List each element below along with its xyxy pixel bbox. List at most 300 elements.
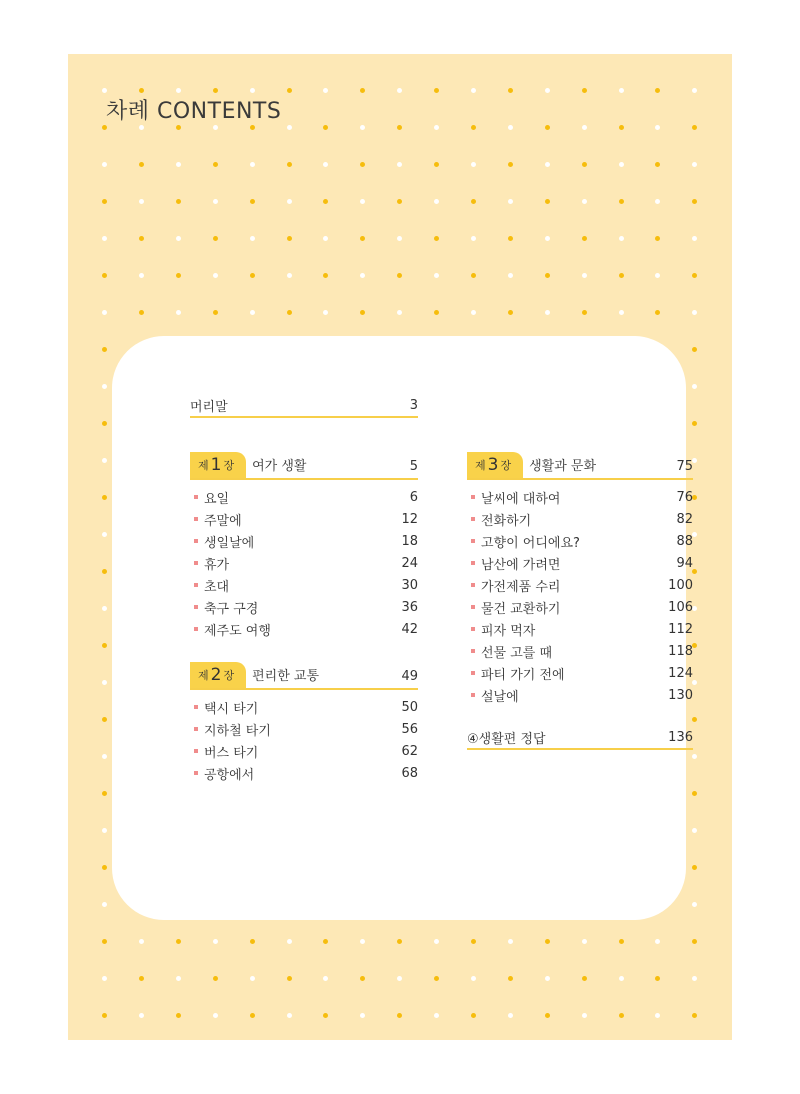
toc-entry-title (467, 488, 560, 507)
decorative-dot (102, 902, 107, 907)
decorative-dot (692, 828, 697, 833)
decorative-dot (692, 236, 697, 241)
toc-entry-label: 파티 가기 전에 (481, 667, 565, 683)
decorative-dot (692, 976, 697, 981)
toc-entry-title (190, 554, 229, 573)
toc-entry-page: 106 (668, 599, 693, 615)
toc-entry-label: 주말에 (204, 513, 242, 529)
decorative-dot (545, 273, 550, 278)
decorative-dot (360, 162, 365, 167)
square-bullet-icon (194, 539, 198, 543)
square-bullet-icon (471, 671, 475, 675)
square-bullet-icon (194, 627, 198, 631)
decorative-dot (213, 273, 218, 278)
chapter-1-items (190, 486, 418, 640)
decorative-dot (692, 273, 697, 278)
decorative-dot (139, 310, 144, 315)
decorative-dot (176, 1013, 181, 1018)
toc-entry[interactable] (190, 740, 418, 762)
decorative-dot (471, 199, 476, 204)
chapter-1-page: 5 (409, 459, 418, 474)
toc-entry-label: 피자 먹자 (481, 623, 536, 639)
toc-entry-page: 12 (401, 511, 418, 527)
decorative-dot (323, 273, 328, 278)
decorative-dot (655, 199, 660, 204)
decorative-dot (323, 162, 328, 167)
toc-entry[interactable] (190, 718, 418, 740)
toc-entry[interactable] (467, 596, 693, 618)
square-bullet-icon (471, 605, 475, 609)
chapter-1 (190, 450, 418, 640)
toc-entry[interactable] (190, 762, 418, 784)
decorative-dot (582, 1013, 587, 1018)
toc-entry-label: 생일날에 (204, 535, 255, 551)
toc-entry[interactable] (467, 486, 693, 508)
square-bullet-icon (471, 583, 475, 587)
decorative-dot (692, 310, 697, 315)
decorative-dot (102, 1013, 107, 1018)
toc-entry[interactable] (467, 552, 693, 574)
decorative-dot (360, 1013, 365, 1018)
decorative-dot (176, 199, 181, 204)
square-bullet-icon (194, 583, 198, 587)
square-bullet-icon (194, 705, 198, 709)
decorative-dot (655, 939, 660, 944)
toc-entry[interactable] (467, 508, 693, 530)
toc-entry-title (467, 664, 565, 683)
chapter-3-title: 생활과 문화 (529, 459, 597, 474)
decorative-dot (360, 88, 365, 93)
decorative-dot (434, 310, 439, 315)
toc-entry[interactable] (467, 618, 693, 640)
decorative-dot (287, 939, 292, 944)
decorative-dot (176, 976, 181, 981)
toc-entry[interactable] (190, 552, 418, 574)
toc-entry[interactable] (467, 684, 693, 706)
decorative-dot (692, 199, 697, 204)
toc-entry-title (190, 620, 271, 639)
decorative-dot (360, 125, 365, 130)
toc-entry-page: 124 (668, 665, 693, 681)
decorative-dot (360, 199, 365, 204)
toc-entry[interactable] (467, 574, 693, 596)
decorative-dot (471, 976, 476, 981)
decorative-dot (508, 88, 513, 93)
decorative-dot (434, 162, 439, 167)
square-bullet-icon (471, 539, 475, 543)
preface-label: 머리말 (190, 399, 228, 415)
decorative-dot (397, 199, 402, 204)
decorative-dot (397, 125, 402, 130)
toc-entry-label: 전화하기 (481, 513, 532, 529)
decorative-dot (397, 236, 402, 241)
decorative-dot (250, 310, 255, 315)
decorative-dot (692, 1013, 697, 1018)
contents-page (68, 54, 732, 1040)
decorative-dot (323, 310, 328, 315)
toc-entry-page: 68 (401, 765, 418, 781)
decorative-dot (434, 236, 439, 241)
decorative-dot (692, 717, 697, 722)
decorative-dot (250, 273, 255, 278)
decorative-dot (287, 162, 292, 167)
toc-entry-label: 초대 (204, 579, 230, 595)
decorative-dot (287, 88, 292, 93)
toc-entry-page: 6 (409, 489, 418, 505)
decorative-dot (139, 939, 144, 944)
decorative-dot (360, 310, 365, 315)
preface-page: 3 (409, 397, 418, 413)
decorative-dot (397, 162, 402, 167)
decorative-dot (619, 199, 624, 204)
toc-entry-page: 76 (676, 489, 693, 505)
decorative-dot (471, 273, 476, 278)
toc-entry-page: 62 (401, 743, 418, 759)
decorative-dot (176, 310, 181, 315)
decorative-dot (545, 236, 550, 241)
decorative-dot (582, 976, 587, 981)
toc-entry-label: 공항에서 (204, 767, 255, 783)
decorative-dot (102, 199, 107, 204)
decorative-dot (102, 125, 107, 130)
toc-entry[interactable] (467, 530, 693, 552)
chapter-2-title: 편리한 교통 (252, 669, 320, 684)
chapter-3-tab (467, 452, 523, 478)
chapter-2-items (190, 696, 418, 784)
square-bullet-icon (471, 517, 475, 521)
toc-entry-label: 고향이 어디에요? (481, 535, 580, 551)
toc-entry-title (190, 488, 229, 507)
decorative-dot (582, 236, 587, 241)
decorative-dot (102, 162, 107, 167)
chapter-2-header[interactable] (190, 660, 418, 690)
toc-entry-title (467, 532, 580, 551)
decorative-dot (250, 236, 255, 241)
decorative-dot (582, 273, 587, 278)
answers-page: 136 (668, 729, 693, 745)
toc-entry-title (190, 720, 271, 739)
chapter-2-suffix: 장 (223, 669, 235, 682)
decorative-dot (287, 273, 292, 278)
decorative-dot (692, 347, 697, 352)
decorative-dot (102, 532, 107, 537)
decorative-dot (176, 125, 181, 130)
decorative-dot (471, 939, 476, 944)
decorative-dot (692, 421, 697, 426)
decorative-dot (102, 569, 107, 574)
decorative-dot (619, 976, 624, 981)
decorative-dot (323, 976, 328, 981)
decorative-dot (545, 88, 550, 93)
decorative-dot (323, 125, 328, 130)
decorative-dot (139, 88, 144, 93)
toc-entry-title (190, 532, 254, 551)
decorative-dot (582, 88, 587, 93)
decorative-dot (213, 939, 218, 944)
toc-entry-label: 휴가 (204, 557, 230, 573)
toc-entry-title (467, 576, 560, 595)
decorative-dot (434, 976, 439, 981)
decorative-dot (692, 384, 697, 389)
toc-entry-page: 24 (401, 555, 418, 571)
square-bullet-icon (194, 495, 198, 499)
toc-entry-page: 94 (676, 555, 693, 571)
decorative-dot (655, 236, 660, 241)
decorative-dot (619, 1013, 624, 1018)
decorative-dot (213, 310, 218, 315)
answers-entry[interactable] (467, 726, 693, 750)
toc-entry-page: 42 (401, 621, 418, 637)
decorative-dot (176, 162, 181, 167)
decorative-dot (250, 976, 255, 981)
decorative-dot (250, 125, 255, 130)
decorative-dot (434, 199, 439, 204)
preface-entry[interactable] (190, 394, 418, 418)
decorative-dot (102, 754, 107, 759)
decorative-dot (139, 1013, 144, 1018)
decorative-dot (102, 458, 107, 463)
toc-entry-title (467, 598, 560, 617)
chapter-1-prefix: 제 (198, 459, 209, 472)
toc-entry-label: 축구 구경 (204, 601, 259, 617)
decorative-dot (434, 939, 439, 944)
decorative-dot (102, 273, 107, 278)
decorative-dot (102, 421, 107, 426)
decorative-dot (508, 273, 513, 278)
decorative-dot (434, 1013, 439, 1018)
decorative-dot (250, 1013, 255, 1018)
decorative-dot (692, 939, 697, 944)
decorative-dot (360, 939, 365, 944)
decorative-dot (582, 199, 587, 204)
decorative-dot (102, 88, 107, 93)
square-bullet-icon (194, 771, 198, 775)
toc-entry[interactable] (190, 618, 418, 640)
decorative-dot (619, 310, 624, 315)
decorative-dot (397, 976, 402, 981)
decorative-dot (471, 125, 476, 130)
decorative-dot (508, 976, 513, 981)
decorative-dot (360, 273, 365, 278)
toc-entry-page: 36 (401, 599, 418, 615)
decorative-dot (508, 125, 513, 130)
decorative-dot (102, 495, 107, 500)
decorative-dot (655, 125, 660, 130)
decorative-dot (545, 162, 550, 167)
toc-entry-title (467, 620, 535, 639)
toc-entry-title (190, 598, 258, 617)
square-bullet-icon (471, 649, 475, 653)
square-bullet-icon (194, 561, 198, 565)
toc-entry-title (190, 742, 258, 761)
decorative-dot (545, 125, 550, 130)
square-bullet-icon (471, 561, 475, 565)
decorative-dot (508, 199, 513, 204)
decorative-dot (545, 976, 550, 981)
decorative-dot (287, 1013, 292, 1018)
chapter-3-prefix: 제 (475, 459, 486, 472)
chapter-1-header[interactable] (190, 450, 418, 480)
decorative-dot (619, 88, 624, 93)
decorative-dot (139, 976, 144, 981)
decorative-dot (619, 939, 624, 944)
decorative-dot (508, 236, 513, 241)
decorative-dot (397, 1013, 402, 1018)
chapter-1-title: 여가 생활 (252, 459, 307, 474)
toc-entry-title (190, 510, 242, 529)
decorative-dot (287, 125, 292, 130)
contents-card (112, 336, 693, 920)
decorative-dot (692, 902, 697, 907)
decorative-dot (323, 199, 328, 204)
chapter-3 (467, 450, 693, 706)
decorative-dot (582, 939, 587, 944)
toc-entry-title (190, 698, 258, 717)
square-bullet-icon (471, 495, 475, 499)
toc-entry-label: 남산에 가려면 (481, 557, 561, 573)
chapter-3-page: 75 (676, 459, 693, 474)
decorative-dot (692, 754, 697, 759)
decorative-dot (655, 273, 660, 278)
decorative-dot (176, 88, 181, 93)
toc-entry-page: 82 (676, 511, 693, 527)
decorative-dot (139, 125, 144, 130)
toc-entry-page: 100 (668, 577, 693, 593)
decorative-dot (250, 939, 255, 944)
decorative-dot (287, 236, 292, 241)
chapter-2-prefix: 제 (198, 669, 209, 682)
decorative-dot (397, 273, 402, 278)
decorative-dot (102, 606, 107, 611)
toc-entry-page: 56 (401, 721, 418, 737)
decorative-dot (176, 273, 181, 278)
decorative-dot (397, 310, 402, 315)
toc-entry-title (467, 686, 519, 705)
decorative-dot (287, 976, 292, 981)
toc-entry-label: 물건 교환하기 (481, 601, 561, 617)
chapter-2 (190, 660, 418, 784)
toc-entry-page: 18 (401, 533, 418, 549)
toc-entry-label: 제주도 여행 (204, 623, 271, 639)
decorative-dot (102, 347, 107, 352)
decorative-dot (323, 236, 328, 241)
toc-entry-title (190, 764, 254, 783)
decorative-dot (434, 273, 439, 278)
decorative-dot (619, 236, 624, 241)
toc-entry-title (467, 554, 560, 573)
decorative-dot (545, 939, 550, 944)
decorative-dot (692, 125, 697, 130)
chapter-1-number: 1 (210, 455, 222, 475)
decorative-dot (655, 976, 660, 981)
decorative-dot (139, 162, 144, 167)
toc-entry-page: 88 (676, 533, 693, 549)
decorative-dot (323, 88, 328, 93)
decorative-dot (692, 162, 697, 167)
decorative-dot (508, 1013, 513, 1018)
decorative-dot (545, 310, 550, 315)
decorative-dot (508, 939, 513, 944)
decorative-dot (213, 236, 218, 241)
decorative-dot (692, 865, 697, 870)
decorative-dot (619, 125, 624, 130)
decorative-dot (582, 310, 587, 315)
decorative-dot (323, 1013, 328, 1018)
square-bullet-icon (194, 727, 198, 731)
decorative-dot (213, 125, 218, 130)
decorative-dot (471, 88, 476, 93)
decorative-dot (619, 273, 624, 278)
decorative-dot (692, 791, 697, 796)
chapter-2-page: 49 (401, 669, 418, 684)
decorative-dot (287, 310, 292, 315)
decorative-dot (102, 865, 107, 870)
toc-entry-label: 날씨에 대하여 (481, 491, 561, 507)
toc-entry-page: 30 (401, 577, 418, 593)
chapter-1-tab (190, 452, 246, 478)
answers-label: ④생활편 정답 (467, 731, 546, 747)
chapter-1-suffix: 장 (223, 459, 235, 472)
chapter-2-tab (190, 662, 246, 688)
toc-entry[interactable] (190, 530, 418, 552)
decorative-dot (655, 1013, 660, 1018)
toc-entry-page: 112 (668, 621, 693, 637)
decorative-dot (582, 125, 587, 130)
toc-entry[interactable] (190, 508, 418, 530)
decorative-dot (692, 88, 697, 93)
toc-entry[interactable] (190, 574, 418, 596)
decorative-dot (287, 199, 292, 204)
decorative-dot (176, 939, 181, 944)
decorative-dot (471, 310, 476, 315)
decorative-dot (213, 976, 218, 981)
toc-entry-label: 지하철 타기 (204, 723, 271, 739)
decorative-dot (434, 125, 439, 130)
decorative-dot (434, 88, 439, 93)
square-bullet-icon (471, 627, 475, 631)
decorative-dot (471, 162, 476, 167)
chapter-3-header[interactable] (467, 450, 693, 480)
toc-entry[interactable] (190, 696, 418, 718)
toc-entry-label: 가전제품 수리 (481, 579, 561, 595)
decorative-dot (139, 199, 144, 204)
page-title: 차례 CONTENTS (106, 99, 282, 124)
square-bullet-icon (194, 517, 198, 521)
decorative-dot (397, 88, 402, 93)
square-bullet-icon (471, 693, 475, 697)
toc-entry-label: 설날에 (481, 689, 519, 705)
toc-entry[interactable] (190, 486, 418, 508)
decorative-dot (250, 162, 255, 167)
decorative-dot (102, 643, 107, 648)
toc-entry-page: 130 (668, 687, 693, 703)
chapter-3-suffix: 장 (500, 459, 512, 472)
decorative-dot (213, 88, 218, 93)
decorative-dot (655, 88, 660, 93)
decorative-dot (360, 976, 365, 981)
toc-entry[interactable] (190, 596, 418, 618)
decorative-dot (508, 162, 513, 167)
decorative-dot (582, 162, 587, 167)
toc-entry-title (467, 642, 552, 661)
decorative-dot (213, 1013, 218, 1018)
toc-entry[interactable] (467, 662, 693, 684)
toc-entry[interactable] (467, 640, 693, 662)
decorative-dot (102, 310, 107, 315)
chapter-3-items (467, 486, 693, 706)
decorative-dot (102, 976, 107, 981)
toc-entry-page: 50 (401, 699, 418, 715)
